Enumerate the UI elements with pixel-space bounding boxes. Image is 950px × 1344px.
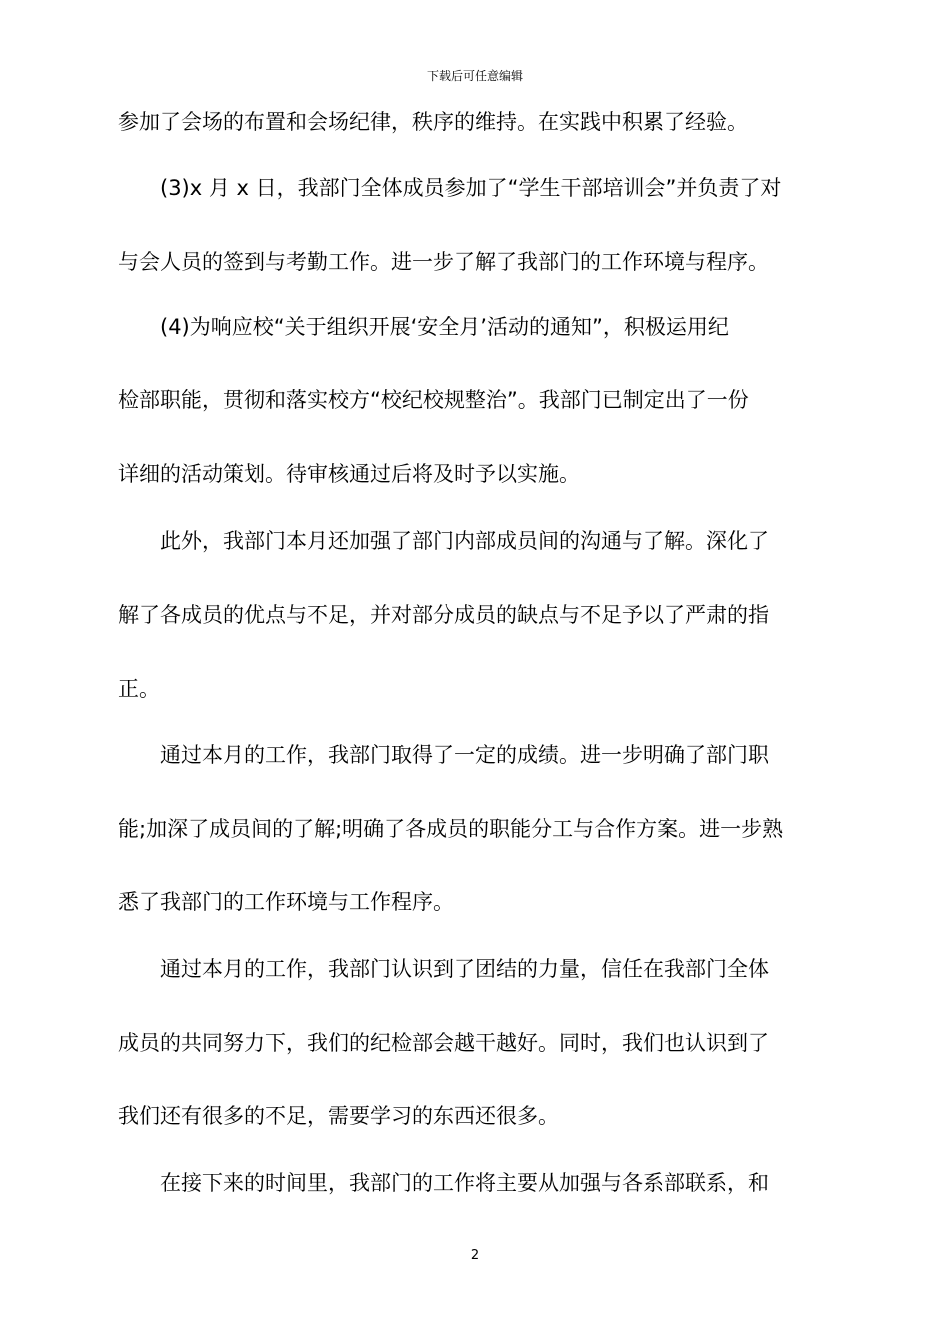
body-text-line: 正。 [118,677,160,701]
body-text-line: 解了各成员的优点与不足，并对部分成员的缺点与不足予以了严肃的指 [118,603,769,627]
body-text-line: 在接下来的时间里，我部门的工作将主要从加强与各系部联系，和 [118,1171,769,1195]
page-header: 下载后可任意编辑 [426,69,523,83]
body-text-line: (3)x 月 x 日，我部门全体成员参加了“学生干部培训会”并负责了对 [118,176,782,200]
page-number: 2 [470,1248,480,1263]
body-text-line: 此外，我部门本月还加强了部门内部成员间的沟通与了解。深化了 [118,529,769,553]
body-text-line: 成员的共同努力下，我们的纪检部会越干越好。同时，我们也认识到了 [118,1031,769,1055]
body-text-line: 参加了会场的布置和会场纪律，秩序的维持。在实践中积累了经验。 [118,110,748,134]
body-text-line: 我们还有很多的不足，需要学习的东西还很多。 [118,1104,559,1128]
body-text-line: 通过本月的工作，我部门认识到了团结的力量，信任在我部门全体 [118,957,769,981]
body-text-line: 检部职能，贯彻和落实校方“校纪校规整治”。我部门已制定出了一份 [118,388,749,412]
body-text-line: (4)为响应校“关于组织开展‘安全月’活动的通知”，积极运用纪 [118,315,729,339]
body-text-line: 通过本月的工作，我部门取得了一定的成绩。进一步明确了部门职 [118,743,769,767]
body-text-line: 能;加深了成员间的了解;明确了各成员的职能分工与合作方案。进一步熟 [118,817,784,841]
body-text-line: 悉了我部门的工作环境与工作程序。 [118,890,454,914]
body-text-line: 详细的活动策划。待审核通过后将及时予以实施。 [118,462,580,486]
body-text-line: 与会人员的签到与考勤工作。进一步了解了我部门的工作环境与程序。 [118,250,769,274]
